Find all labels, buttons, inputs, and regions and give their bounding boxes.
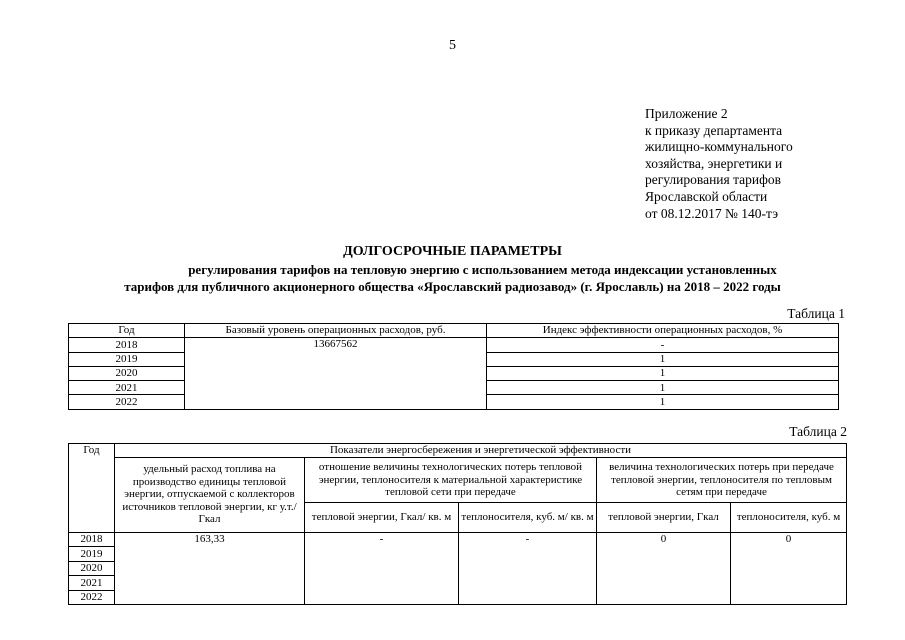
appendix-line: регулирования тарифов [645, 172, 782, 188]
year-cell: 2021 [69, 576, 115, 591]
loss-ratio-heat-cell: - [305, 532, 459, 605]
appendix-block [645, 106, 793, 222]
table1-caption: Таблица 1 [787, 306, 845, 321]
header-loss-ratio: отношение величины технологических потерь тепловой энергии, теплоносителя к материальной характеристике тепловой сети при передаче [305, 457, 597, 503]
appendix-line: Приложение 2 [645, 106, 728, 121]
table2 [68, 443, 847, 605]
table-row [69, 338, 839, 352]
header-base-level: Базовый уровень операционных расходов, руб. [185, 324, 487, 338]
header-loss-volume-heat: тепловой энергии, Гкал [597, 503, 731, 532]
index-cell: 1 [487, 381, 839, 395]
header-efficiency-index: Индекс эффективности операционных расходов, % [487, 324, 839, 338]
table2-caption: Таблица 2 [789, 424, 847, 439]
base-level-cell: 13667562 [185, 338, 487, 409]
year-cell: 2018 [69, 532, 115, 547]
year-cell: 2022 [69, 590, 115, 605]
header-loss-volume-carrier: теплоносителя, куб. м [731, 503, 847, 532]
page-number: 5 [449, 38, 456, 53]
table1 [68, 323, 839, 410]
document-subtitle-line-2: тарифов для публичного акционерного общества «Ярославский радиозавод» (г. Ярославль) на 2018 – 2022 годы [124, 279, 781, 294]
index-cell: - [487, 338, 839, 352]
year-cell: 2018 [69, 338, 185, 352]
table-header-row [69, 444, 847, 458]
header-year: Год [69, 324, 185, 338]
loss-volume-carrier-cell: 0 [731, 532, 847, 605]
header-year: Год [69, 444, 115, 533]
index-cell: 1 [487, 395, 839, 409]
loss-volume-heat-cell: 0 [597, 532, 731, 605]
header-loss-ratio-carrier: теплоносителя, куб. м/ кв. м [459, 503, 597, 532]
year-cell: 2020 [69, 366, 185, 380]
header-fuel-consumption: удельный расход топлива на производство единицы тепловой энергии, отпускаемой с коллекторов источников тепловой энергии, кг у.т./ Гкал [115, 457, 305, 532]
year-cell: 2019 [69, 547, 115, 562]
year-cell: 2020 [69, 561, 115, 576]
index-cell: 1 [487, 366, 839, 380]
appendix-line: жилищно-коммунального [645, 139, 793, 155]
header-loss-ratio-heat: тепловой энергии, Гкал/ кв. м [305, 503, 459, 532]
document-subtitle-line-1: регулирования тарифов на тепловую энергию с использованием метода индексации установленных [188, 262, 777, 277]
index-cell: 1 [487, 352, 839, 366]
loss-ratio-carrier-cell: - [459, 532, 597, 605]
table-header-row [69, 324, 839, 338]
appendix-line: к приказу департамента [645, 122, 783, 138]
header-group: Показатели энергосбережения и энергетической эффективности [115, 444, 847, 458]
document-title: ДОЛГОСРОЧНЫЕ ПАРАМЕТРЫ [343, 244, 562, 259]
table-header-row [69, 457, 847, 503]
table-row [69, 532, 847, 547]
year-cell: 2022 [69, 395, 185, 409]
appendix-line: хозяйства, энергетики и [645, 155, 783, 171]
fuel-consumption-cell: 163,33 [115, 532, 305, 605]
appendix-line: от 08.12.2017 № 140-тэ [645, 205, 779, 221]
appendix-line: Ярославской области [645, 188, 768, 204]
year-cell: 2019 [69, 352, 185, 366]
year-cell: 2021 [69, 381, 185, 395]
header-loss-volume: величина технологических потерь при передаче тепловой энергии, теплоносителя по тепловым сетям при передаче [597, 457, 847, 503]
